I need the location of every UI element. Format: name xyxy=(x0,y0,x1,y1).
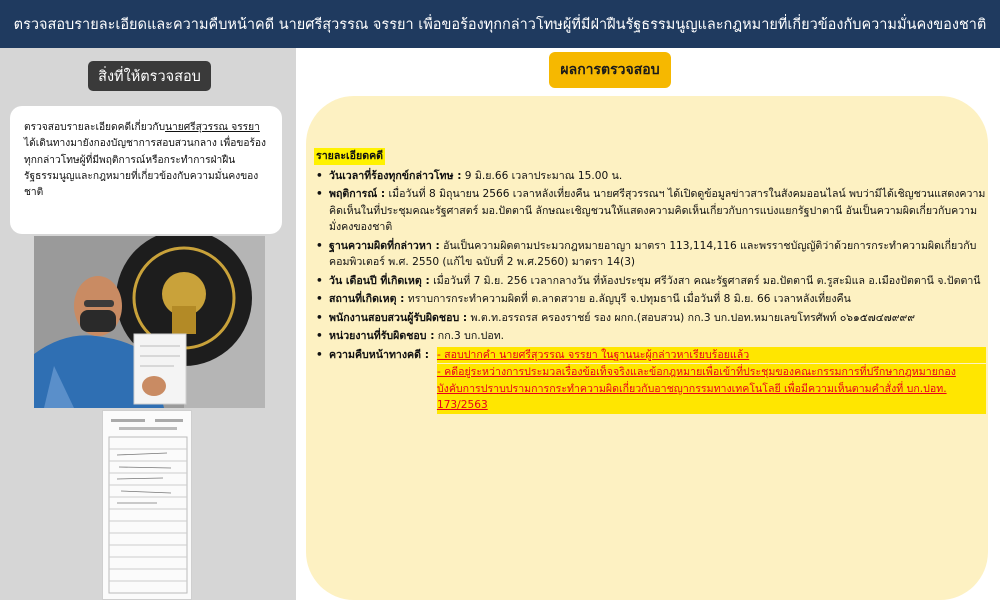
detail-label: หน่วยงานที่รับผิดชอบ : xyxy=(329,330,435,343)
detail-label: ฐานความผิดที่กล่าวหา : xyxy=(329,239,440,252)
detail-text: อันเป็นความผิดตามประมวกฎหมายอาญา มาตรา 113,114,116 และพรราชบัญญัติว่าด้วยการกระทำความผิดเกี่ยวกับคอมพิวเตอร์ พ.ศ. 2550 (แก้ไข ฉบับที่ 2 พ.ศ.2560) มาตรา 14(3) xyxy=(329,239,977,269)
detail-label: สถานที่เกิดเหตุ : xyxy=(329,293,405,306)
banner-title: ตรวจสอบรายละเอียดและความคืบหน้าคดี นายศรีสุวรรณ จรรยา เพื่อขอร้องทุกกล่าวโทษผู้ที่มีฝ่าฝืนรัฐธรรมนูญและกฎหมายที่เกี่ยวข้องกับความมั่นคงของชาติ xyxy=(13,16,987,33)
claim-box xyxy=(10,106,282,234)
detail-text: เมื่อวันที่ 8 มิถุนายน 2566 เวลาหลังเที่ยงคืน นายศรีสุวรรณฯ ได้เปิดดูข้อมูลข่าวสารในสังคมออนไลน์ พบว่ามีได้เชิญชวนแสดงความคิดเห็นในที่ประชุมคณะรัฐศาสตร์ มอ.ปัตตานี ลักษณะเชิญชวนให้แสดงความคิดเห็นเกี่ยวกับการแบ่งแยกรัฐปาตานี อันเป็นความผิดเกี่ยวกับความมั่งคงของชาติ xyxy=(329,188,986,234)
claim-prefix: ตรวจสอบรายละเอียดคดีเกี่ยวกับ xyxy=(24,122,166,133)
detail-item xyxy=(314,168,986,185)
claim-name: นายศรีสุวรรณ จรรยา xyxy=(165,122,260,133)
detail-text: ทราบการกระทำความผิดที่ ต.ลาดสวาย อ.ลัญบุรี จ.ปทุมธานี เมื่อวันที่ 8 มิ.ย. 66 เวลาหลังเที่ยงคืน xyxy=(404,293,851,306)
evidence-photo xyxy=(34,236,265,408)
detail-label: วันเวลาที่ร้องทุกข์กล่าวโทษ : xyxy=(329,169,462,182)
progress-lines xyxy=(437,347,986,414)
claim-text: ได้เดินทางมายังกองบัญชาการสอบสวนกลาง เพื่อขอร้องทุกกล่าวโทษผู้ที่มีพฤติการณ์หรือกระทำการฝ่าฝืนรัฐธรรมนูญและกฎหมายที่เกี่ยวข้องกับความมั่นคงของชาติ xyxy=(24,138,267,199)
document-thumbnail xyxy=(102,410,192,600)
detail-label: พฤติการณ์ : xyxy=(329,188,386,201)
details-title: รายละเอียดคดี xyxy=(314,148,385,165)
result-heading xyxy=(549,52,671,88)
progress-label: • ความคืบหน้าทางคดี : xyxy=(329,348,429,361)
progress-item xyxy=(314,347,986,414)
detail-label: วัน เดือนปี ที่เกิดเหตุ : xyxy=(329,274,430,287)
detail-item xyxy=(314,238,986,271)
document-lines xyxy=(103,411,192,600)
detail-item xyxy=(314,291,986,308)
detail-item xyxy=(314,328,986,345)
detail-text: 9 มิ.ย.66 เวลาประมาณ 15.00 น. xyxy=(461,169,623,182)
detail-text: พ.ต.ท.อรรถรส ครองราชย์ รอง ผกก.(สอบสวน) กก.3 บก.ปอท.หมายเลขโทรศัพท์ ๐๖๑๕๗๔๗๙๙๙ xyxy=(467,311,915,324)
detail-item xyxy=(314,310,986,327)
progress-line: - คดีอยู่ระหว่างการประมวลเรื่องข้อเท็จจริงและข้อกฎหมายเพื่อเข้าที่ประชุมของคณะกรรมการที่ปรึกษากฎหมายกองบังคับการปราบปรามการกระทำความผิดเกี่ยวกับอาชญากรรมทางเทคโนโลยี เพื่อมีความเห็นตามคำสั่งที่ บก.ปอท. 173/2563 xyxy=(437,364,986,414)
detail-item xyxy=(314,273,986,290)
detail-text: เมื่อวันที่ 7 มิ.ย. 256 เวลากลางวัน ที่ห้องประชุม ศรีวังสา คณะรัฐศาสตร์ มอ.ปัตตานี ต.รูสะมิแล อ.เมืองปัตตานี จ.ปัตตานี xyxy=(429,274,981,287)
detail-item xyxy=(314,186,986,236)
detail-text: กก.3 บก.ปอท. xyxy=(434,330,505,343)
page-banner xyxy=(0,0,1000,48)
left-heading-label: สิ่งที่ให้ตรวจสอบ xyxy=(98,68,201,85)
case-details xyxy=(314,148,986,414)
result-heading-label: ผลการตรวจสอบ xyxy=(560,62,660,78)
left-heading xyxy=(88,61,211,91)
progress-line: - สอบปากคำ นายศรีสุวรรณ จรรยา ในฐานนะผู้กล่าวหาเรียบร้อยแล้ว xyxy=(437,347,986,364)
detail-label: พนักงานสอบสวนผู้รับผิดชอบ : xyxy=(329,311,468,324)
photo-illustration xyxy=(34,236,265,408)
